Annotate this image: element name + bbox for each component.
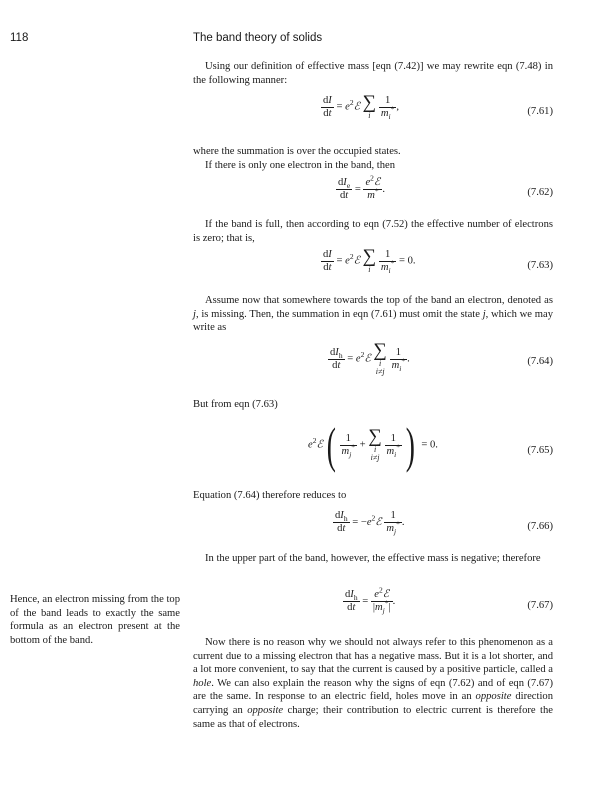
- equation-7-62: $\frac{dI_e}{dt}$ = $\frac{e^2ℰ}{m^*}$ . (7.62): [338, 173, 553, 201]
- equation-number: (7.63): [527, 260, 553, 271]
- paragraph-missing-electron: Assume now that somewhere towards the top of the band an electron, denoted as j, is missing. Then, the summation in eqn (7.61) must omit the state j, which we may write as: [193, 295, 553, 334]
- equation-number: (7.62): [527, 187, 553, 198]
- hole-term: hole: [193, 677, 212, 689]
- equation-7-65: $e^2ℰ$( $\frac{1}{m_j^*}$ + ∑ i i≠j $\frac{1}{m_i^*}$ ) = 0. (7.65): [308, 417, 553, 473]
- paragraph-upper-band: In the upper part of the band, however, the effective mass is negative; therefore: [205, 553, 541, 564]
- equation-number: (7.64): [527, 356, 553, 367]
- equation-7-66: $\frac{dI_h}{dt}$ = $-e^2ℰ$ $\frac{1}{m_j^*}$ . (7.66): [335, 510, 553, 537]
- equation-number: (7.65): [527, 445, 553, 456]
- paragraph-reduces: Equation (7.64) therefore reduces to: [193, 490, 347, 501]
- paragraph-summation-note: where the summation is over the occupied states. If there is only one electron in the band, then: [193, 146, 401, 171]
- running-head: The band theory of solids: [193, 32, 323, 44]
- equation-number: (7.66): [527, 521, 553, 532]
- equation-7-61: $\frac{dI}{dt}$ = $e^2ℰ$ ∑ i $\frac{1}{m_i^*}$ , (7.61): [323, 92, 553, 121]
- equation-number: (7.61): [527, 106, 553, 117]
- equation-7-67: $\frac{dI_h}{dt}$ = $\frac{e^2ℰ}{|m_j^*|}$ . (7.67): [345, 585, 553, 616]
- equation-number: (7.67): [527, 600, 553, 611]
- paragraph-full-band: If the band is full, then according to eqn (7.52) the effective number of electrons is zero; that is,: [193, 219, 553, 244]
- paragraph-intro: Using our definition of effective mass [eqn (7.42)] we may rewrite eqn (7.48) in the following manner:: [193, 61, 553, 86]
- margin-note: Hence, an electron missing from the top of the band leads to exactly the same formula as an electron present at the bottom of the band.: [10, 594, 180, 646]
- page-number: 118: [10, 32, 29, 44]
- equation-7-64: $\frac{dI_h}{dt}$ = $e^2ℰ$ ∑ i i≠j $\frac{1}{m_i^*}$ . (7.64): [330, 340, 553, 376]
- equation-7-63: $\frac{dI}{dt}$ = $e^2ℰ$ ∑ i $\frac{1}{m_i^*}$ = 0. (7.63): [323, 246, 553, 275]
- page-header: [0, 32, 615, 50]
- paragraph-hole: Now there is no reason why we should not always refer to this phenomenon as a current due to a missing electron that has a negative mass. But it is a lot shorter, and a lot more convenient, to say that the current is caused by a positive particle, called a hole. We can also explain the reason why the signs of eqn (7.62) and of eqn (7.67) are the same. In response to an electric field, holes move in an opposite direction carrying an opposite charge; their contribution to electric current is therefore the same as that of electrons.: [193, 637, 553, 730]
- paragraph-but-from: But from eqn (7.63): [193, 399, 278, 410]
